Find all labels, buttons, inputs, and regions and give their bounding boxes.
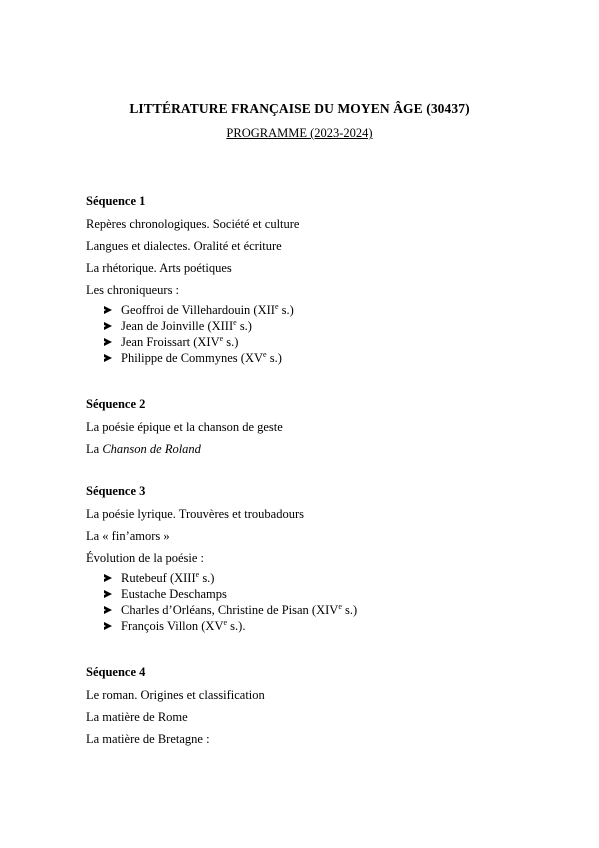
- superscript: e: [338, 601, 342, 611]
- poets-list: [86, 570, 546, 634]
- list-item-text: Philippe de Commynes (XV: [121, 351, 264, 365]
- paragraph: La rhétorique. Arts poétiques: [86, 261, 232, 275]
- section-sequence-4: [86, 664, 546, 747]
- list-item: [86, 618, 546, 634]
- paragraph: Repères chronologiques. Société et culture: [86, 217, 300, 231]
- paragraph: La poésie épique et la chanson de geste: [86, 420, 283, 434]
- superscript: e: [223, 617, 228, 627]
- paragraph: Langues et dialectes. Oralité et écriture: [86, 239, 282, 253]
- list-item: [86, 318, 546, 334]
- list-item-text: Jean de Joinville (XIII: [121, 319, 234, 333]
- list-item-text: Jean Froissart (XIV: [121, 335, 220, 349]
- list-item-text: Eustache Deschamps: [121, 587, 227, 601]
- spacer: [86, 366, 546, 396]
- paragraph-italic-title: [86, 441, 546, 457]
- document-subtitle: PROGRAMME (2023-2024): [226, 126, 373, 140]
- paragraph: Les chroniqueurs :: [86, 283, 180, 297]
- paragraph: La matière de Rome: [86, 710, 188, 724]
- list-item-tail: s.): [223, 335, 239, 349]
- paragraph: La matière de Bretagne :: [86, 732, 210, 746]
- superscript: e: [263, 349, 267, 359]
- superscript: e: [233, 317, 237, 327]
- list-item: [86, 350, 546, 366]
- list-item-text: Charles d’Orléans, Christine de Pisan (XIV: [121, 603, 339, 617]
- superscript: e: [219, 333, 224, 343]
- work-title: Chanson de Roland: [102, 442, 201, 456]
- list-item-tail: s.): [278, 303, 294, 317]
- chroniclers-list: [86, 302, 546, 366]
- arrowhead-bullet-icon: [104, 322, 112, 330]
- list-item-tail: s.).: [227, 619, 246, 633]
- list-item: [86, 302, 546, 318]
- arrowhead-bullet-icon: [104, 306, 112, 314]
- document-title: LITTÉRATURE FRANÇAISE DU MOYEN ÂGE (30437): [129, 101, 470, 116]
- arrowhead-bullet-icon: [104, 606, 112, 614]
- superscript: e: [274, 301, 279, 311]
- arrowhead-bullet-icon: [104, 354, 112, 362]
- spacer: [86, 634, 546, 664]
- spacer: [86, 457, 546, 483]
- list-item-tail: s.): [236, 319, 252, 333]
- list-item-text: Rutebeuf (XIII: [121, 571, 196, 585]
- section-heading: Séquence 4: [86, 665, 146, 679]
- section-sequence-2: [86, 396, 546, 457]
- paragraph: La poésie lyrique. Trouvères et troubadours: [86, 507, 305, 521]
- list-item: [86, 586, 546, 602]
- list-item: [86, 602, 546, 618]
- list-item-tail: s.): [199, 571, 215, 585]
- list-item-tail: s.): [341, 603, 358, 617]
- arrowhead-bullet-icon: [104, 622, 112, 630]
- document-body: [86, 193, 546, 753]
- paragraph: La « fin’amors »: [86, 529, 170, 543]
- section-sequence-1: [86, 193, 546, 366]
- list-item-text: Geoffroi de Villehardouin (XII: [121, 303, 275, 317]
- list-item-tail: s.): [266, 351, 282, 365]
- superscript: e: [195, 569, 200, 579]
- arrowhead-bullet-icon: [104, 338, 112, 346]
- section-heading: Séquence 2: [86, 397, 146, 411]
- arrowhead-bullet-icon: [104, 574, 112, 582]
- paragraph: Évolution de la poésie :: [86, 551, 205, 565]
- section-sequence-3: [86, 483, 546, 634]
- list-item: [86, 570, 546, 586]
- section-heading: Séquence 1: [86, 194, 146, 208]
- paragraph: Le roman. Origines et classification: [86, 688, 265, 702]
- list-item: [86, 334, 546, 350]
- list-item-text: François Villon (XV: [121, 619, 224, 633]
- section-heading: Séquence 3: [86, 484, 146, 498]
- italic-prefix: La: [86, 442, 103, 456]
- arrowhead-bullet-icon: [104, 590, 112, 598]
